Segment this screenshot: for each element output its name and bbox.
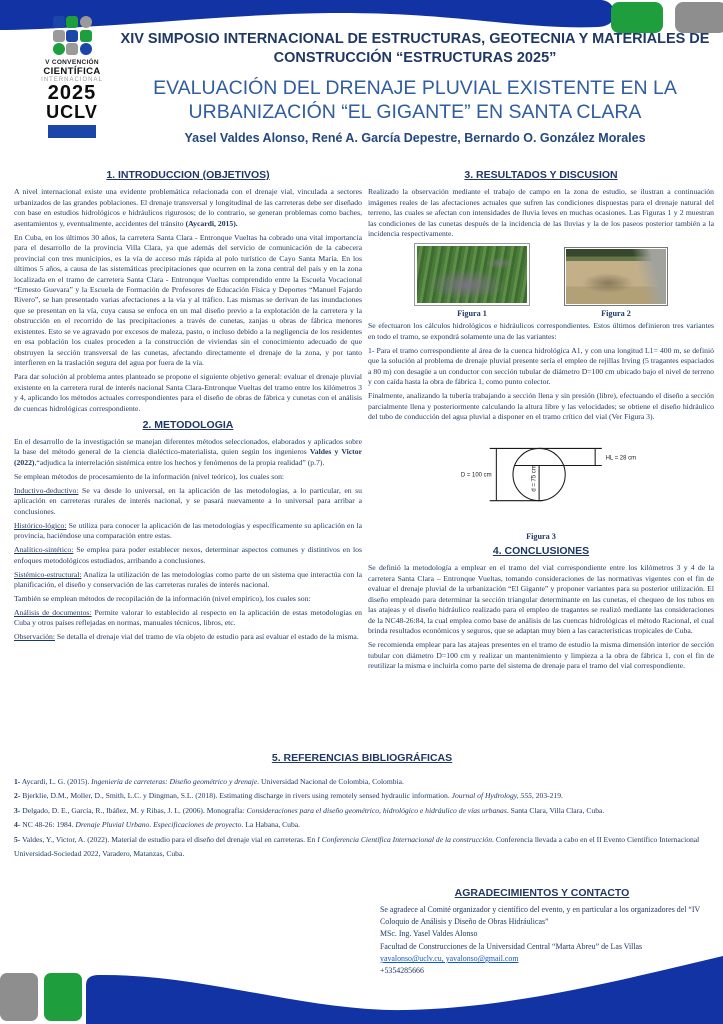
method-lead: Sistémico-estructural:: [14, 569, 82, 579]
authors-line: Yasel Valdes Alonso, René A. García Depestre, Bernardo O. González Morales: [184, 131, 646, 146]
method-text: Se utiliza para conocer la aplicación de las metodologías y específicamente su aplicación en la provincia, haciéndose una comparación entre estas.: [14, 520, 362, 541]
contact-phone: +5354285666: [380, 966, 424, 976]
method-item: [14, 608, 362, 629]
intro-paragraph-3: Para dar solución al problema antes planteado se propone el siguiente objetivo general: evaluar el drenaje pluvial existente en la carretera rural de interés nacional Santa Clara-Entronque Vueltas del tramo entre los kilómetros 3 y 4, aplicando los métodos actuales correspondientes para el diseño de obras de fábrica y cunetas con el análisis de cuencas hidrológicas correspondiente.: [14, 372, 362, 413]
resultados-paragraph-2: Se efectuaron los cálculos hidrológicos e hidráulicos correspondientes. Estos últimos definieron tres variantes en todo el tramo, se expondrá solamente una de las variantes:: [368, 321, 714, 341]
intro-p1-citation: (Aycardi, 2015).: [185, 218, 238, 228]
reference-text: , 203-219.: [531, 791, 563, 801]
intro-paragraph-1: [14, 187, 362, 229]
intro-p1-text: A nivel internacional existe una evidente problemática relacionada con el drenaje vial, vinculada a sectores urbanizados de las grandes poblaciones. El drenaje transversal y longitudinal de las carreteras debe ser diseñado con base en estudios hidrológicos e hidráulicos rigurosos; de lo contrario, se generan problemas como baches, asentamientos y, eventualmente, accidentes del tránsito: [14, 187, 362, 228]
resultados-heading: 3. RESULTADOS Y DISCUSION: [464, 169, 618, 181]
reference-title: Drenaje Pluvial Urbano. Especificaciones de proyecto: [75, 820, 242, 830]
reference-title: Consideraciones para el diseño geométrico, hidrológico e hidráulico de vías urbanas: [246, 805, 507, 815]
metodologia-paragraph-2: Se emplean métodos de procesamiento de la información (nivel teórico), los cuales son:: [14, 471, 285, 481]
diagram-label-diameter: D = 100 cm: [460, 472, 492, 479]
reference-item: [14, 818, 710, 832]
method-item: [14, 486, 362, 517]
convention-logo: [26, 16, 118, 138]
method-item: [14, 521, 362, 542]
method-text: Analiza la utilización de las metodologías como parte de un sistema que interactúa con la planificación, el diseño y conservación de las carreteras rurales de interés nacional.: [14, 569, 362, 589]
metodologia-p1-citation: Valdes y Victor (2022): [14, 447, 362, 467]
reference-number: 1-: [14, 776, 21, 786]
figure-1-photo: [414, 243, 530, 306]
acknowledgements-heading: AGRADECIMIENTOS Y CONTACTO: [454, 887, 630, 899]
reference-title: Ingeniería de carreteras: Diseño geométrico y drenaje: [91, 776, 258, 786]
green-square-decoration-bottom: [44, 973, 82, 1021]
method-item: [14, 632, 362, 642]
reference-text: Delgado, D. E., García, R., Ibáñez, M. y Ribas, J. L. (2006). Monografía:: [20, 805, 247, 815]
method-item: [14, 570, 362, 591]
pipe-section-diagram: [427, 426, 655, 525]
reference-number: 2-: [14, 791, 21, 801]
gray-square-decoration-top: [675, 2, 723, 33]
conclusiones-heading: 4. CONCLUSIONES: [492, 545, 590, 558]
logo-tiles-icon: [52, 16, 93, 55]
contact-affiliation: Facultad de Construcciones de la Universidad Central “Marta Abreu” de Las Villas: [380, 941, 643, 951]
reference-text: . Santa Clara, Villa Clara, Cuba.: [506, 805, 605, 815]
resultados-paragraph-4: Finalmente, analizando la tubería trabajando a sección llena y sin presión (libre), efectuando el diseño a sección parcialmente llena y posteriormente calculando la altura libre y las velocidades; se obtiene el diseño hidráulico del tubo de conducción del agua pluvial a disponer en el tramo crítico del vial (Ver Figura 3).: [368, 391, 714, 422]
intro-heading: 1. INTRODUCCION (OBJETIVOS): [106, 169, 270, 181]
metodologia-paragraph-3: También se emplean métodos de recopilación de la información (nivel empírico), los cuales son:: [14, 593, 311, 603]
method-item: [14, 545, 362, 566]
contact-name: MSc. Ing. Yasel Valdes Alonso: [380, 929, 478, 939]
reference-title: Journal of Hydrology, 555: [451, 791, 532, 801]
field-photos-row: [368, 243, 714, 319]
method-text: Se emplea para poder establecer nexos, determinar aspectos comunes y distintivos en los enfoques metodológicos estudiados, arribando a conclusiones.: [14, 545, 362, 565]
logo-line1: V CONVENCIÓN: [45, 59, 99, 66]
bottom-banner-wave: [86, 954, 723, 1024]
resultados-paragraph-1: Realizado la observación mediante el trabajo de campo en la zona de estudio, se ilustran a continuación imágenes reales de las afectaciones actuales que sufren las condiciones dispuestas para el drenaje natural del terreno, las cuales se afectan con intensidades de lluvia leves en muchas ocasiones. Las Figuras 1 y 2 muestran las condiciones de las cunetas después de la incidencia de las lluvias y la de los paseos posterior también a la incidencia respectivamente.: [368, 187, 714, 239]
reference-number: 4-: [14, 820, 21, 830]
left-column: [14, 166, 362, 646]
metodologia-heading: 2. METODOLOGIA: [142, 418, 234, 431]
poster-title: EVALUACIÓN DEL DRENAJE PLUVIAL EXISTENTE EN LA URBANIZACIÓN “EL GIGANTE” EN SANTA CLARA: [153, 76, 677, 124]
reference-title: I Conferencia Científica Internacional de la construcción: [317, 834, 493, 844]
reference-text: . La Habana, Cuba.: [241, 820, 301, 830]
figure-1: [414, 243, 530, 319]
reference-item: [14, 804, 710, 818]
figure-1-caption: Figura 1: [457, 309, 487, 319]
conclusiones-paragraph-1: Se definió la metodología a emplear en el tramo del vial correspondiente entre los kilómetros 3 y 4 de la carretera Santa Clara – Entronque Vueltas, tomando consideraciones de las normativas vigentes con el fin de evaluar el drenaje pluvial de la urbanización “El Gigante” y proponer variantes para su posterior utilización. El diseño empleado para determinar la sección triangular determinante en las cunetas, el chequeo de los tubos en las atajeas y el diseño hidráulico realizado para el empleo de tragantes se realizó mediante las consideraciones de la NC48-26:84, la cual emplea como base de análisis de las cuencas hidrológicas el método Racional, el cual brinda resultados económicos y seguros, que se adaptan muy bien a las características tropicales de Cuba.: [368, 563, 714, 636]
resultados-paragraph-3: 1- Para el tramo correspondiente al área de la cuenca hidrológica A1, y con una longitud L1= 400 m, se definió que la solución al problema de drenaje pluvial presente sería el empleo de rejillas Irving (5 tragantes espaciados a 80 m) con desagüe a un conductor con sección tubular de diámetro D=100 cm ubicado bajo el nivel de terreno y con caída hasta la obra de fábrica 1, como punto colector.: [368, 345, 714, 387]
method-text: Se detalla el drenaje vial del tramo de vía objeto de estudio para así evaluar el estado de la misma.: [55, 632, 359, 642]
references-section: [14, 747, 710, 861]
logo-blue-bar: [48, 125, 96, 138]
method-lead: Análisis de documentos:: [14, 607, 92, 617]
method-text: Se va desde lo universal, en la aplicación de las metodologías, a lo particular, en su aplicación en carreteras rurales de interés nacional, y se pasará nuevamente a lo universal para arribar a conclusiones.: [14, 485, 362, 516]
reference-number: 3-: [14, 805, 21, 815]
reference-text: . Universidad Nacional de Colombia, Colombia.: [257, 776, 404, 786]
right-column: [368, 166, 714, 675]
method-lead: Inductivo-deductivo:: [14, 485, 79, 495]
green-square-decoration-top: [611, 2, 663, 33]
logo-year: 2025: [47, 82, 97, 104]
reference-text: Bjerklie, D.M., Moller, D., Smith, L.C. y Dingman, S.L. (2018). Estimating discharge in rivers using remotely sensed hydraulic information.: [20, 791, 452, 801]
figure-2-photo: [564, 247, 668, 306]
poster-header: [118, 30, 712, 145]
acknowledgements-line1: Se agradece al Comité organizador y científico del evento, y en particular a los organizadores del “IV Coloquio de Análisis y Diseño de Obras Hidráulicas”: [380, 905, 701, 926]
figure-2: [564, 247, 668, 319]
reference-item: [14, 775, 710, 789]
method-lead: Histórico-lógico:: [14, 520, 67, 530]
diagram-label-depth: d = 75 cm: [531, 465, 538, 493]
figure-3-caption: Figura 3: [526, 531, 556, 541]
references-heading: 5. REFERENCIAS BIBLIOGRÁFICAS: [271, 752, 453, 764]
reference-text: . Conferencia llevada a cabo en el II Evento Científico Internacional Universidad-Sociedad 2022, Varadero, Matanzas, Cuba.: [14, 834, 700, 859]
diagram-label-hl: HL = 28 cm: [605, 455, 637, 462]
reference-item: [14, 789, 710, 803]
metodologia-p1-text: En el desarrollo de la investigación se manejan diferentes métodos seleccionados, elaborados y aplicados sobre la base del método general de la ciencia dialéctico-materialista, quien según los ingenieros: [14, 436, 362, 457]
method-lead: Analítico-sintético:: [14, 545, 74, 555]
figure-2-caption: Figura 2: [601, 309, 631, 319]
logo-line3: INTERNACIONAL: [41, 77, 103, 83]
method-text: Permite valorar lo establecido al respecto en la aplicación de estas metodologías en Cuba y otros países reflejadas en normas, manuales técnicos, libros, etc.: [14, 607, 362, 628]
reference-item: [14, 833, 710, 862]
logo-line2: CIENTÍFICA: [43, 66, 101, 77]
conclusiones-paragraph-2: Se recomienda emplear para las atajeas presentes en el tramo de estudio la misma dimensión interior de sección tubular con diámetro D=100 cm y realizar un mantenimiento y limpieza a la obra de fábrica 1, con el fin de reutilizar la misma e incluirla como parte del sistema de drenaje para el tramo del vial correspondiente.: [368, 640, 714, 671]
contact-email-link[interactable]: yavalonso@uclv.cu, yavalonso@gmail.com: [380, 954, 519, 964]
logo-org: UCLV: [46, 102, 98, 122]
reference-number: 5-: [14, 834, 21, 844]
gray-square-decoration-bottom: [0, 973, 38, 1021]
metodologia-p1-quote: ,“adjudica la interrelación sistémica entre los hechos y fenómenos de la propia realidad” (p.7).: [34, 457, 325, 467]
intro-paragraph-2: En Cuba, en los últimos 30 años, la carretera Santa Clara - Entronque Vueltas ha cobrado una vital importancia para el desarrollo de la provincia Villa Clara, ya que además del servicio de comunicación de la cabecera provincial con tres municipios, es la vía de acceso más rápida al polo turístico de Cayo Santa María. En los últimos 5 años, a causa de las sistemáticas precipitaciones que ocurren en la zona central del país y en la zona localizada en el tramo de carretera Santa Clara - Entronque Vueltas comprendido entre la Escuela Vocacional “Ernesto Guevara” y la Escuela de Formación de Profesores de Educación Física y Deportes “Manuel Fajardo Rivero”, se han presentado varias afectaciones a la vía y al tráfico. Las mismas se derivan de las inundaciones que se presentan en la vía, cuya causa se enfoca en un mal diseño previo a la explotación de la carretera y la obstrucción en el recorrido de las precipitaciones a través de cunetas, zanjas u obras de fábrica menores existentes. Esto se ve agravado por excesos de maleza, pasto, o incluso debido a la negligencia de los residentes en esa población los cuales proceden a la construcción de viviendas sin el conocimiento adecuado de que obstruyen la sección transversal de las cunetas, afectando directamente el drenaje de la zona, y por tanto interfieren en la traslación segura del agua por fuera de la vía.: [14, 232, 362, 368]
reference-text: Aycardi, L. G. (2015).: [20, 776, 92, 786]
reference-text: NC 48-26: 1984.: [20, 820, 76, 830]
symposium-title: XIV SIMPOSIO INTERNACIONAL DE ESTRUCTURAS, GEOTECNIA Y MATERIALES DE CONSTRUCCIÓN “ESTRUCTURAS 2025”: [120, 31, 710, 66]
metodologia-paragraph-1: [14, 437, 362, 468]
figure-3: [368, 426, 714, 542]
reference-text: Valdes, Y., Victor, A. (2022). Material de estudio para el diseño del drenaje vial en carreteras. En: [20, 834, 318, 844]
method-lead: Observación:: [14, 632, 55, 642]
